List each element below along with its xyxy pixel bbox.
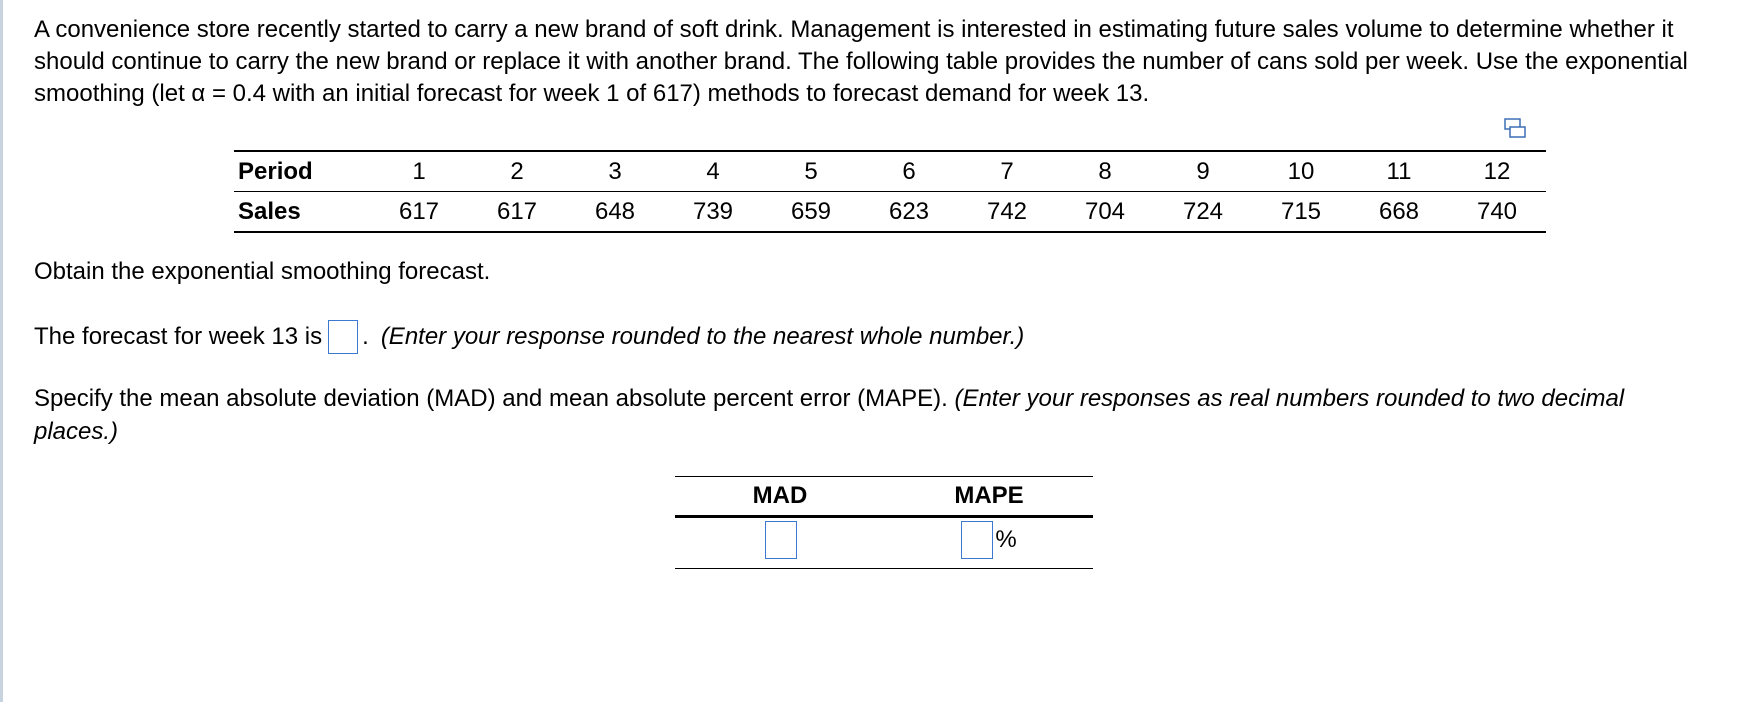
sales-cell: 742 xyxy=(958,192,1056,233)
period-row xyxy=(234,151,1546,192)
sales-cell: 715 xyxy=(1252,192,1350,233)
sales-cell: 617 xyxy=(468,192,566,233)
question-3-text: Specify the mean absolute deviation (MAD) and mean absolute percent error (MAPE). xyxy=(34,385,948,412)
question-2-period: . xyxy=(362,323,369,350)
period-cell: 12 xyxy=(1448,151,1546,192)
period-cell: 5 xyxy=(762,151,860,192)
left-border xyxy=(0,0,3,702)
period-cell: 9 xyxy=(1154,151,1252,192)
mad-cell xyxy=(675,517,885,569)
question-2-prefix: The forecast for week 13 is xyxy=(34,323,323,350)
period-cell: 6 xyxy=(860,151,958,192)
period-cell: 10 xyxy=(1252,151,1350,192)
question-2-hint: (Enter your response rounded to the nearest whole number.) xyxy=(380,323,1025,350)
question-3-hint: (Enter your responses as real numbers rounded to two decimal places.) xyxy=(34,385,1625,445)
mape-cell xyxy=(885,517,1093,569)
sales-cell: 704 xyxy=(1056,192,1154,233)
period-cell: 11 xyxy=(1350,151,1448,192)
sales-cell: 724 xyxy=(1154,192,1252,233)
sales-cell: 623 xyxy=(860,192,958,233)
sales-cell: 740 xyxy=(1448,192,1546,233)
sales-header: Sales xyxy=(234,192,370,233)
mape-header: MAPE xyxy=(885,477,1093,517)
sales-cell: 659 xyxy=(762,192,860,233)
intro-text: A convenience store recently started to carry a new brand of soft drink. Management is interested in estimating future sales volume to determine whether it should continue to carry the new brand or replace it with another brand. The following table provides the number of cans sold per week. Use the exponential smoothing (let α = 0.4 with an initial forecast for week 1 of 617) methods to forecast demand for week 13. xyxy=(34,16,1688,107)
question-3 xyxy=(34,382,1694,448)
results-table xyxy=(675,476,1093,569)
problem-statement xyxy=(34,14,1724,110)
period-cell: 8 xyxy=(1056,151,1154,192)
question-2 xyxy=(34,320,1024,354)
sales-cell: 739 xyxy=(664,192,762,233)
period-cell: 2 xyxy=(468,151,566,192)
mad-answer-input[interactable] xyxy=(765,521,797,559)
mape-answer-input[interactable] xyxy=(961,521,993,559)
results-input-row xyxy=(675,517,1093,569)
sales-cell: 648 xyxy=(566,192,664,233)
copy-table-icon[interactable] xyxy=(1504,118,1526,140)
sales-table xyxy=(234,150,1546,233)
sales-cell: 617 xyxy=(370,192,468,233)
sales-cell: 668 xyxy=(1350,192,1448,233)
mad-header: MAD xyxy=(675,477,885,517)
period-cell: 1 xyxy=(370,151,468,192)
sales-row xyxy=(234,192,1546,233)
period-cell: 7 xyxy=(958,151,1056,192)
period-cell: 4 xyxy=(664,151,762,192)
forecast-answer-input[interactable] xyxy=(328,320,358,354)
mape-input-group xyxy=(961,521,1016,559)
results-header-row xyxy=(675,477,1093,517)
period-cell: 3 xyxy=(566,151,664,192)
percent-sign: % xyxy=(995,525,1017,553)
period-header: Period xyxy=(234,151,370,192)
question-1: Obtain the exponential smoothing forecast. xyxy=(34,258,491,285)
